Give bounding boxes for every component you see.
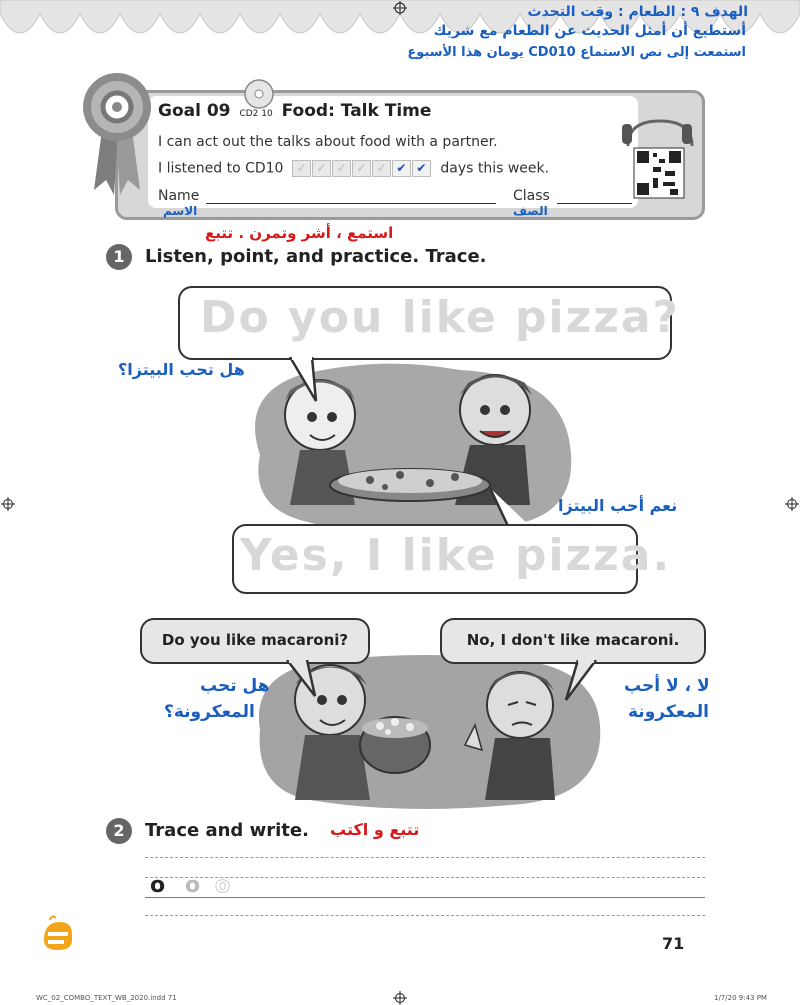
trace-sentence-2[interactable]: Yes, I like pizza.: [240, 530, 672, 581]
brand-logo-icon: [40, 914, 76, 954]
goal-number: Goal 09: [158, 101, 231, 121]
listen-suffix: days this week.: [440, 160, 550, 177]
letter-trace-dotted[interactable]: o: [215, 873, 231, 898]
left-bubble-tail: [285, 660, 325, 700]
class-label: Class: [513, 188, 550, 204]
left-arabic-1: هل تحب: [200, 676, 270, 696]
bubble1-tail: [288, 357, 328, 405]
name-label: Name: [158, 188, 200, 204]
section2-number: 2: [106, 818, 132, 844]
day-check-3[interactable]: ✓: [332, 160, 351, 177]
letter-trace[interactable]: o: [185, 873, 201, 898]
day-check-7[interactable]: ✔: [412, 160, 431, 177]
speech-bubble-macaroni-answer: No, I don't like macaroni.: [440, 618, 706, 664]
class-label-ar: الصف: [513, 204, 548, 218]
goal-ribbon-badge-icon: [80, 70, 155, 200]
day-check-5[interactable]: ✓: [372, 160, 391, 177]
bubble1-arabic: هل تحب البيتزا؟: [118, 360, 245, 379]
header-arabic-line2: أستطيع أن أمثل الحديث عن الطعام مع شريك: [433, 23, 746, 39]
section2-arabic: تتبع و اكتب: [330, 820, 420, 839]
listen-prefix: I listened to CD10: [158, 160, 284, 177]
registration-mark-left-icon: [1, 497, 15, 511]
bubble2-arabic: نعم أحب البيتزا: [558, 496, 678, 515]
header-arabic-line1: الهدف ٩ : الطعام : وقت التحدث: [527, 4, 748, 20]
headphones-qr-icon: [620, 116, 700, 211]
speech-bubble-macaroni-question: Do you like macaroni?: [140, 618, 370, 664]
right-arabic-2: المعكرونة: [628, 702, 709, 722]
day-check-1[interactable]: ✓: [292, 160, 311, 177]
day-check-2[interactable]: ✓: [312, 160, 331, 177]
day-check-6[interactable]: ✔: [392, 160, 411, 177]
letter-model: o: [150, 873, 166, 898]
header-arabic-line3: استمعت إلى نص الاستماع CD010 يومان هذا الأسبوع: [407, 45, 746, 60]
name-field[interactable]: [206, 203, 496, 204]
section2-heading: Trace and write.: [145, 820, 309, 841]
right-bubble-tail: [560, 660, 600, 702]
goal-line1: I can act out the talks about food with a partner.: [158, 134, 498, 150]
section1-heading: Listen, point, and practice. Trace.: [145, 246, 487, 267]
goal-title-row: [158, 101, 431, 121]
goal-subtitle: Food: Talk Time: [281, 101, 432, 121]
trace-sentence-1[interactable]: Do you like pizza?: [200, 292, 681, 343]
registration-mark-right-icon: [785, 497, 799, 511]
page-number: 71: [662, 934, 685, 953]
registration-mark-bottom-icon: [393, 991, 407, 1005]
day-check-4[interactable]: ✓: [352, 160, 371, 177]
footer-slug-left: WC_02_COMBO_TEXT_WB_2020.indd 71: [36, 994, 177, 1002]
cd-label: CD2 10: [239, 109, 273, 119]
goal-line2: [158, 160, 549, 177]
left-arabic-2: المعكرونة؟: [164, 702, 255, 722]
bubble2-tail: [490, 488, 540, 528]
section1-arabic: استمع ، أشر وتمرن . تتبع: [205, 224, 394, 242]
footer-slug-right: 1/7/20 9:43 PM: [714, 994, 767, 1002]
writing-line-top: [145, 857, 705, 858]
writing-line-bottom: [145, 915, 705, 916]
name-label-ar: الاسم: [163, 204, 198, 218]
section1-number: 1: [106, 244, 132, 270]
right-arabic-1: لا ، لا أحب: [624, 676, 710, 696]
listen-checkboxes: [292, 160, 432, 177]
